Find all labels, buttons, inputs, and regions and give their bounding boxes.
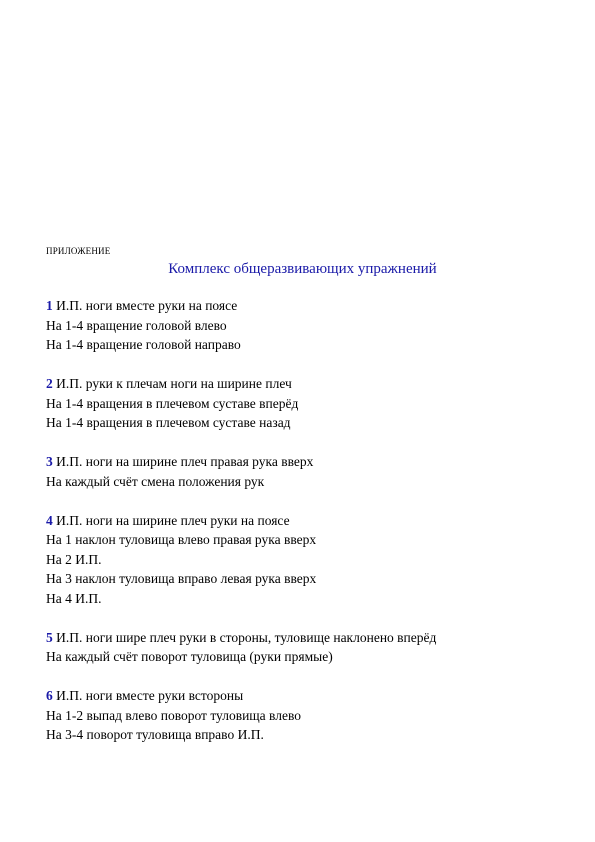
exercise-number: 2 — [46, 376, 53, 391]
exercise-start-line — [46, 452, 566, 472]
exercise-start-line — [46, 686, 566, 706]
exercise-start-position: И.П. ноги вместе руки на поясе — [56, 298, 238, 313]
exercise-start-position: И.П. ноги на ширине плеч правая рука вверх — [56, 454, 314, 469]
exercise-start-line — [46, 296, 566, 316]
exercise-number: 1 — [46, 298, 53, 313]
exercise-number: 3 — [46, 454, 53, 469]
exercise-number: 6 — [46, 688, 53, 703]
exercise-start-line — [46, 511, 566, 531]
exercise-5 — [46, 628, 566, 667]
exercise-list — [46, 296, 566, 764]
exercise-1 — [46, 296, 566, 355]
exercise-step: На 4 И.П. — [46, 590, 102, 606]
exercise-step: На 3 наклон туловища вправо левая рука вверх — [46, 571, 317, 586]
exercise-2 — [46, 374, 566, 433]
exercise-start-position: И.П. ноги вместе руки встороны — [56, 688, 244, 703]
exercise-start-position: И.П. ноги шире плеч руки в стороны, туловище наклонено вперёд — [56, 629, 437, 645]
exercise-step: На 1 наклон туловища влево правая рука вверх — [46, 532, 317, 547]
appendix-label: ПРИЛОЖЕНИЕ — [46, 246, 111, 256]
exercise-3 — [46, 452, 566, 491]
exercise-6 — [46, 686, 566, 745]
exercise-number: 4 — [46, 512, 53, 528]
exercise-step: На 3-4 поворот туловища вправо И.П. — [46, 727, 264, 742]
exercise-start-line — [46, 374, 566, 394]
exercise-step: На каждый счёт смена положения рук — [46, 473, 265, 489]
exercise-start-position: И.П. руки к плечам ноги на ширине плеч — [56, 376, 292, 391]
exercise-step: На 1-4 вращения в плечевом суставе назад — [46, 415, 291, 430]
exercise-4 — [46, 511, 566, 609]
exercise-step: На 1-4 вращения в плечевом суставе вперёд — [46, 395, 299, 411]
exercise-start-position: И.П. ноги на ширине плеч руки на поясе — [56, 512, 290, 528]
exercise-step: На 1-4 вращение головой влево — [46, 317, 227, 333]
exercise-number: 5 — [46, 629, 53, 645]
exercise-step: На 1-4 вращение головой направо — [46, 337, 241, 352]
exercise-start-line — [46, 628, 566, 648]
exercise-step: На 2 И.П. — [46, 551, 102, 567]
document-title: Комплекс общеразвивающих упражнений — [168, 261, 437, 277]
exercise-step: На каждый счёт поворот туловища (руки прямые) — [46, 649, 333, 664]
exercise-step: На 1-2 выпад влево поворот туловища влево — [46, 707, 302, 723]
